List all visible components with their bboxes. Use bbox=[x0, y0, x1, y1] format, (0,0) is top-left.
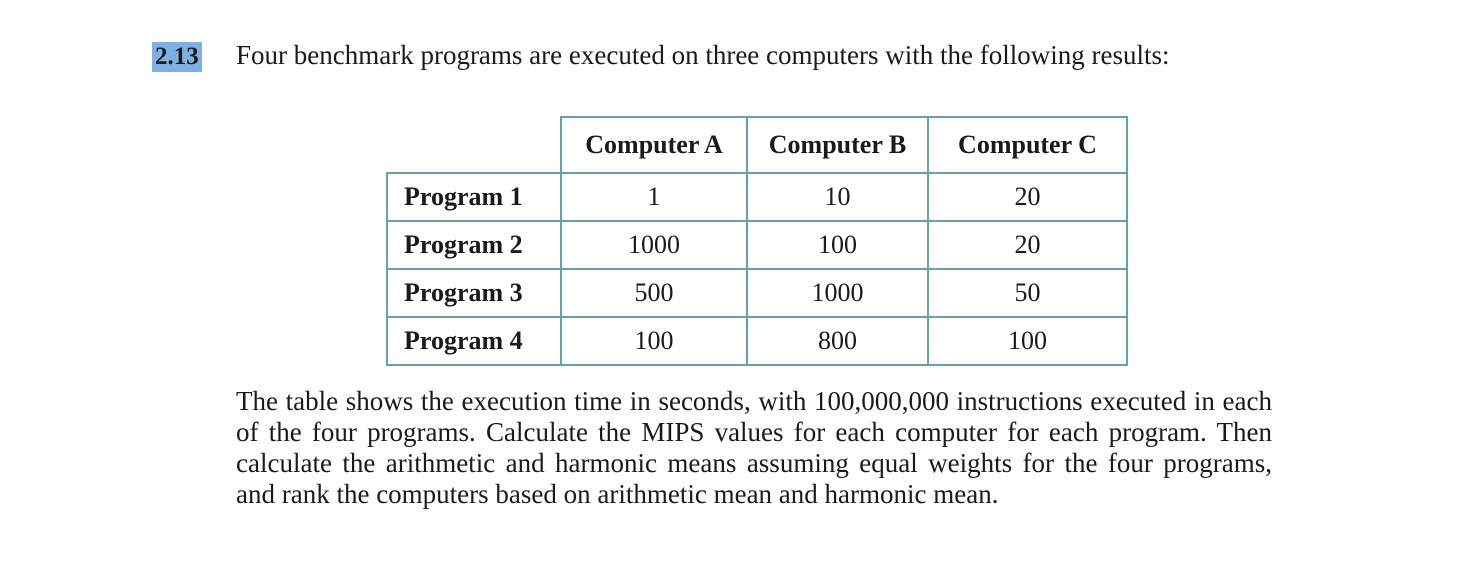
cell-program-2-computer-c: 20 bbox=[928, 221, 1127, 269]
cell-program-3-computer-b: 1000 bbox=[747, 269, 928, 317]
row-header-program-1: Program 1 bbox=[387, 173, 561, 221]
cell-program-2-computer-b: 100 bbox=[747, 221, 928, 269]
column-header-computer-b: Computer B bbox=[747, 117, 928, 173]
results-table-wrapper bbox=[386, 116, 1128, 366]
results-table bbox=[386, 116, 1128, 366]
problem-intro: Four benchmark programs are executed on three computers with the following results: bbox=[236, 40, 1170, 70]
table-header-row bbox=[387, 117, 1127, 173]
row-header-program-3: Program 3 bbox=[387, 269, 561, 317]
cell-program-4-computer-a: 100 bbox=[561, 317, 747, 365]
cell-program-4-computer-c: 100 bbox=[928, 317, 1127, 365]
cell-program-1-computer-a: 1 bbox=[561, 173, 747, 221]
table-row bbox=[387, 221, 1127, 269]
row-header-program-4: Program 4 bbox=[387, 317, 561, 365]
column-header-computer-c: Computer C bbox=[928, 117, 1127, 173]
cell-program-3-computer-c: 50 bbox=[928, 269, 1127, 317]
table-row bbox=[387, 317, 1127, 365]
cell-program-1-computer-b: 10 bbox=[747, 173, 928, 221]
table-row bbox=[387, 173, 1127, 221]
cell-program-2-computer-a: 1000 bbox=[561, 221, 747, 269]
problem-number: 2.13 bbox=[152, 42, 202, 72]
cell-program-1-computer-c: 20 bbox=[928, 173, 1127, 221]
table-corner bbox=[387, 117, 561, 173]
cell-program-4-computer-b: 800 bbox=[747, 317, 928, 365]
problem-description: The table shows the execution time in seconds, with 100,000,000 instructions executed in each of the four programs. Calculate the MIPS values for each computer for each program. Then calculate the arithmetic and harmonic means assuming equal weights for the four programs, and rank the computers based on arithmetic mean and harmonic mean. bbox=[236, 386, 1272, 509]
row-header-program-2: Program 2 bbox=[387, 221, 561, 269]
cell-program-3-computer-a: 500 bbox=[561, 269, 747, 317]
column-header-computer-a: Computer A bbox=[561, 117, 747, 173]
table-row bbox=[387, 269, 1127, 317]
